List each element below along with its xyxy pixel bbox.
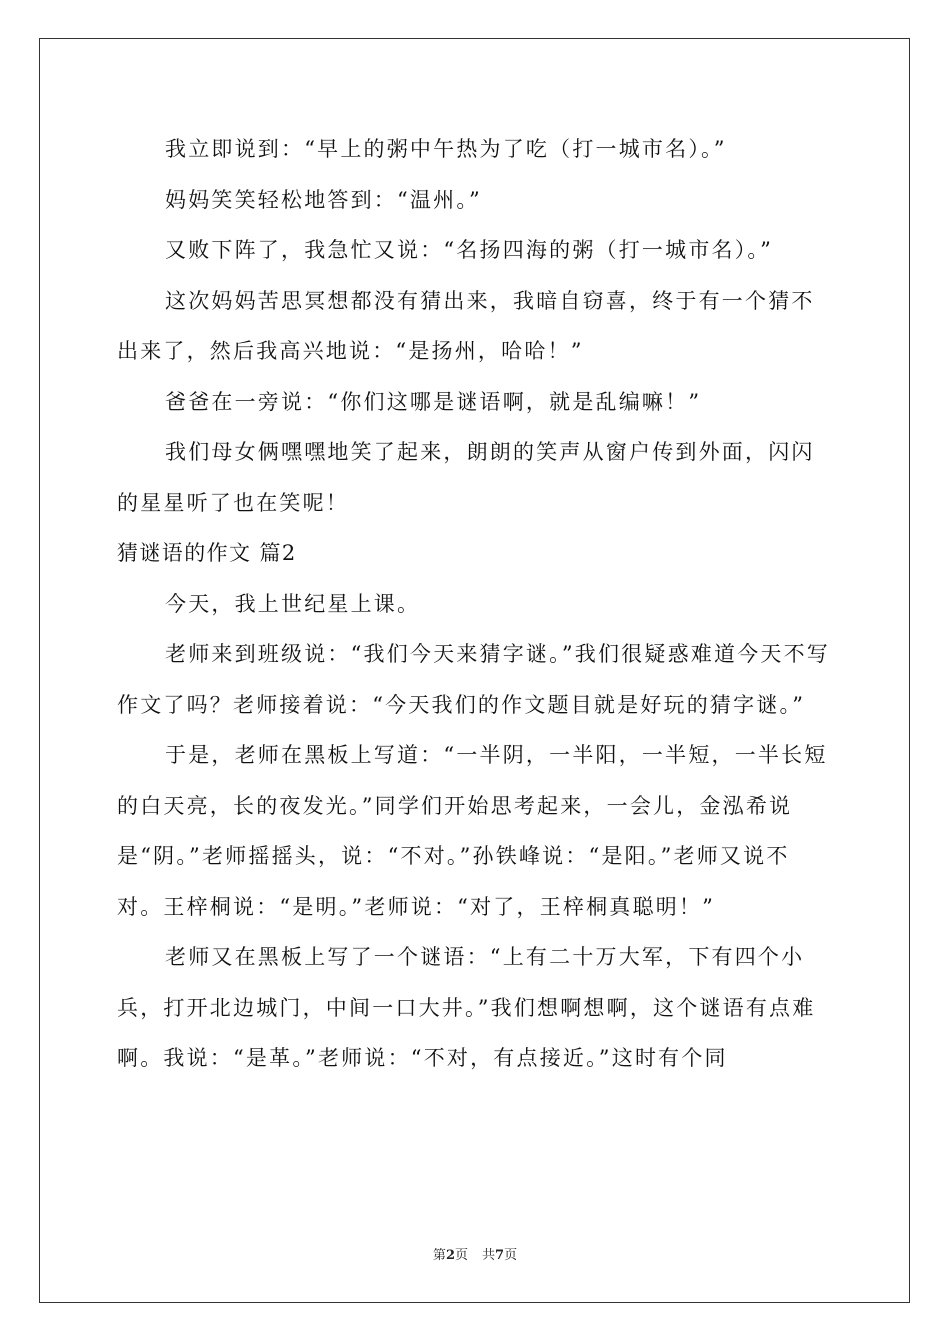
page-current: 2 (445, 1248, 455, 1263)
page-suffix: 页 (454, 1248, 468, 1263)
paragraph: 今天，我上世纪星上课。 (165, 591, 421, 616)
paragraph: 我立即说到：“早上的粥中午热为了吃（打一城市名）。” (165, 137, 727, 161)
page-footer (0, 1244, 950, 1263)
paragraph: 我们母女俩嘿嘿地笑了起来，朗朗的笑声从窗户传到外面，闪闪的星星听了也在笑呢！ (117, 440, 815, 515)
paragraph: 妈妈笑笑轻松地答到：“温州。” (165, 187, 482, 212)
total-suffix: 页 (504, 1248, 518, 1263)
page-total: 7 (495, 1248, 505, 1263)
document-body (117, 124, 833, 1084)
total-prefix: 共 (482, 1248, 496, 1263)
paragraph: 又败下阵了，我急忙又说：“名扬四海的粥（打一城市名）。” (165, 238, 774, 262)
paragraph: 老师来到班级说：“我们今天来猜字谜。”我们很疑惑难道今天不写作文了吗？老师接着说：“今天我们的作文题目就是好玩的猜字谜。” (117, 642, 830, 717)
paragraph: 于是，老师在黑板上写道：“一半阴，一半阳，一半短，一半长短的白天亮，长的夜发光。”同学们开始思考起来，一会儿，金泓希说是“阴。”老师摇摇头，说：“不对。”孙铁峰说：“是阳。”老师又说不对。王梓桐说：“是明。”老师说：“对了，王梓桐真聪明！” (117, 743, 828, 919)
paragraph: 爸爸在一旁说：“你们这哪是谜语啊，就是乱编嘛！” (165, 389, 702, 414)
paragraph: 这次妈妈苦思冥想都没有猜出来，我暗自窃喜，终于有一个猜不出来了，然后我高兴地说：“是扬州，哈哈！” (117, 288, 815, 363)
page-prefix: 第 (432, 1248, 446, 1263)
paragraph: 老师又在黑板上写了一个谜语：“上有二十万大军，下有四个小兵，打开北边城门，中间一口大井。”我们想啊想啊，这个谜语有点难啊。我说：“是革。”老师说：“不对，有点接近。”这时有个同 (117, 945, 816, 1070)
section-title: 猜谜语的作文 篇2 (117, 541, 297, 565)
